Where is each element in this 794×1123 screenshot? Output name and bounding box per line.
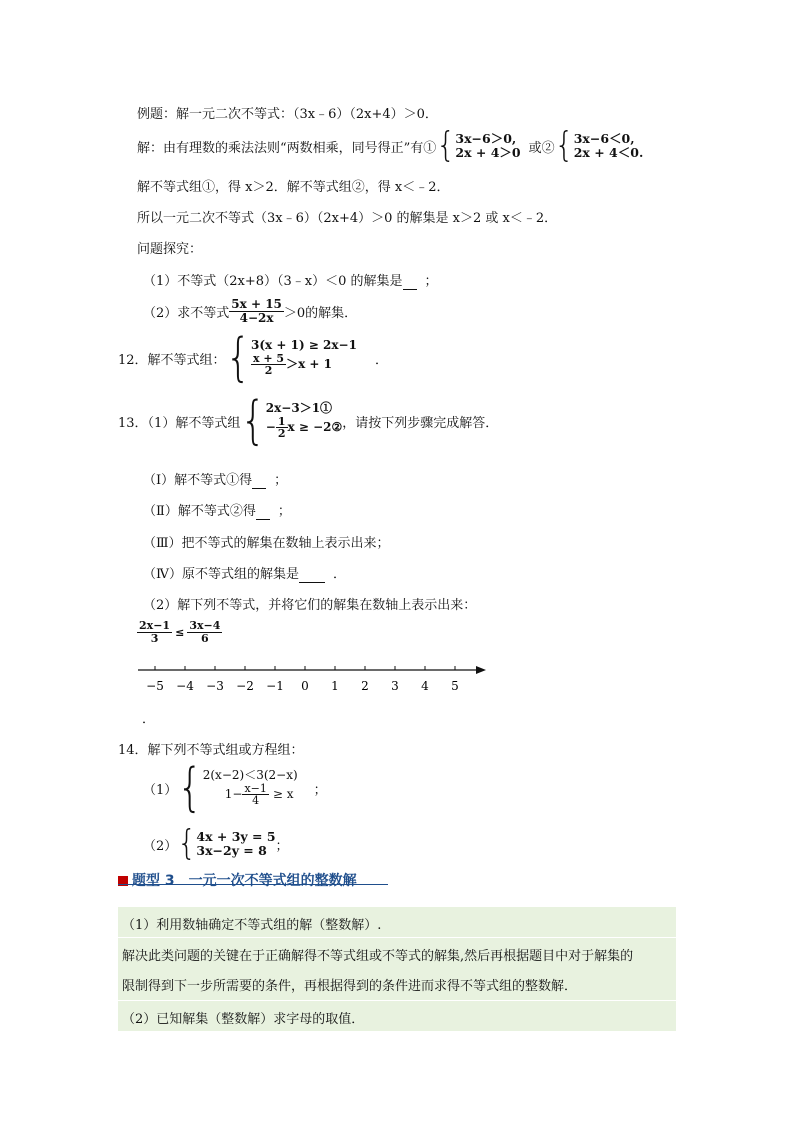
- denominator: 2: [277, 427, 286, 441]
- example-line-2: [137, 125, 644, 166]
- numerator: x + 5: [253, 351, 285, 365]
- example-line-1: 例题：解一元二次不等式：（3x﹣6）（2x+4）＞0．: [137, 107, 438, 122]
- answer-blank[interactable]: [299, 567, 325, 583]
- question-1-end: ；: [424, 274, 438, 289]
- step-2-end: ；: [277, 504, 291, 519]
- problem-14-part-2: [143, 823, 289, 864]
- axis-tick-label: −5: [146, 679, 164, 693]
- inequality-system-13: [240, 391, 343, 451]
- problem-12: [118, 328, 388, 388]
- system-line: 3x−2y = 8: [196, 843, 267, 858]
- step-3: （Ⅲ）把不等式的解集在数轴上表示出来；: [143, 536, 390, 551]
- system-line-rest: ＞x + 1: [286, 356, 333, 371]
- question-2-tail: ＞0的解集．: [283, 305, 358, 321]
- denominator: 2: [264, 364, 273, 378]
- brace-icon: {: [240, 391, 266, 451]
- system-line: 2x + 4＜0.: [573, 145, 644, 160]
- step-2: [143, 500, 291, 520]
- example-line-2-text: 解：由有理数的乘法法则“两数相乘，同号得正”有①: [137, 140, 437, 156]
- divider: [118, 937, 676, 938]
- le-sign: ≤: [175, 625, 185, 639]
- step-1: [143, 469, 287, 489]
- axis-tick-label: −1: [266, 679, 284, 693]
- part-end: ；: [275, 838, 289, 854]
- numerator: 1: [277, 414, 286, 428]
- axis-tick-label: 1: [331, 679, 339, 693]
- axis-tick-label: −3: [206, 679, 224, 693]
- answer-blank[interactable]: [256, 504, 270, 520]
- denominator: 6: [201, 631, 209, 645]
- denominator: 4: [252, 794, 260, 808]
- step-4-text: （Ⅳ）原不等式组的解集是: [143, 567, 299, 582]
- step-4-end: ．: [333, 567, 347, 582]
- tip-line-2: 解决此类问题的关键在于正确解得不等式组或不等式的解集,然后再根据题目中对于解集的: [122, 949, 634, 964]
- system-line: [225, 783, 298, 807]
- explore-heading: 问题探究：: [137, 242, 203, 257]
- fraction: [187, 620, 222, 644]
- inequality-system-14a: [177, 758, 298, 818]
- axis-tick-label: −2: [236, 679, 254, 693]
- denominator: 4−2x: [239, 310, 274, 325]
- step-2-text: （Ⅱ）解不等式②得: [143, 504, 256, 519]
- problem-13-suffix: ，请按下列步骤完成解答．: [342, 415, 499, 431]
- axis-tick-label: 2: [361, 679, 369, 693]
- step-1-text: （Ⅰ）解不等式①得: [143, 473, 253, 488]
- system-line: 3(x + 1) ≥ 2x−1: [251, 338, 357, 353]
- number-line: [130, 660, 500, 700]
- part-label: （1）: [143, 782, 178, 798]
- fraction: [229, 298, 284, 324]
- section-underline: [118, 884, 388, 885]
- fraction: [242, 783, 268, 807]
- axis-tick-label: 0: [301, 679, 309, 693]
- system-line: 2x−3＞1①: [265, 401, 333, 416]
- brace-icon: {: [554, 125, 574, 166]
- or-label: 或②: [528, 140, 555, 156]
- question-1: [143, 270, 438, 290]
- minus-sign: −: [265, 419, 276, 434]
- inequality-system-1: [436, 125, 521, 166]
- tip-box: [118, 907, 676, 1031]
- system-line: 4x + 3y = 5: [196, 828, 276, 844]
- section-title-text: 题型 3 一元一次不等式组的整数解: [132, 873, 357, 889]
- system-line: 3x−6＞0,: [455, 130, 517, 146]
- axis-tick-label: 3: [391, 679, 399, 693]
- question-2: [143, 298, 357, 324]
- part-end: ；: [313, 782, 327, 798]
- system-line: 2(x−2)＜3(2−x): [202, 768, 298, 783]
- answer-blank[interactable]: [252, 473, 266, 489]
- tip-line-4: （2）已知解集（整数解）求字母的取值．: [122, 1012, 365, 1027]
- inequality-system-12: [225, 328, 357, 388]
- system-line: [266, 416, 342, 440]
- section-title: [118, 870, 357, 890]
- problem-13: [118, 391, 499, 451]
- equation-system-14b: [177, 823, 276, 864]
- question-1-text: （1）不等式（2x+8）（3﹣x）＜0 的解集是: [143, 274, 403, 289]
- problem-13-prefix: 13．（1）解不等式组: [118, 415, 241, 431]
- brace-icon: {: [177, 823, 197, 864]
- axis-tick-label: 5: [451, 679, 459, 693]
- fraction: [251, 353, 286, 377]
- example-line-3: 解不等式组①，得 x＞2．解不等式组②，得 x＜﹣2．: [137, 180, 450, 195]
- part-2-instruction: （2）解下列不等式，并将它们的解集在数轴上表示出来：: [143, 598, 477, 613]
- system-line: 2x + 4＞0: [455, 145, 521, 160]
- denominator: 3: [150, 631, 159, 645]
- divider: [118, 1000, 676, 1001]
- numerator: 2x−1: [139, 619, 171, 632]
- problem-14-part-1: [143, 758, 327, 818]
- axis-tick-label: 4: [421, 679, 429, 693]
- brace-icon: {: [177, 758, 203, 818]
- system-line: 3x−6＜0,: [573, 130, 635, 146]
- problem-12-suffix: ．: [374, 352, 388, 368]
- numerator: 5x + 15: [231, 297, 282, 311]
- part-label: （2）: [143, 838, 178, 854]
- brace-icon: {: [436, 125, 456, 166]
- question-2-text: （2）求不等式: [143, 305, 230, 321]
- example-line-4: 所以一元二次不等式（3x﹣6）（2x+4）＞0 的解集是 x＞2 或 x＜﹣2．: [137, 211, 558, 226]
- numerator: x−1: [244, 781, 267, 795]
- step-1-end: ；: [274, 473, 288, 488]
- system-line-rest: x ≥ −2②: [287, 419, 343, 434]
- fraction: [137, 620, 172, 644]
- answer-blank[interactable]: [403, 274, 417, 290]
- step-4: [143, 563, 346, 583]
- trailing-period: ．: [142, 712, 156, 727]
- numerator: 3x−4: [189, 619, 221, 632]
- inequality-system-2: [554, 125, 644, 166]
- brace-icon: {: [225, 328, 251, 388]
- system-line-rest: ≥ x: [272, 786, 294, 801]
- inequality-expression: [137, 620, 222, 644]
- tip-line-3: 限制得到下一步所需要的条件，再根据得到的条件进而求得不等式组的整数解．: [122, 979, 578, 994]
- problem-12-prefix: 12．解不等式组：: [118, 352, 226, 368]
- tip-line-1: （1）利用数轴确定不等式组的解（整数解）.: [122, 918, 382, 933]
- fraction: [276, 416, 288, 440]
- system-line: [251, 353, 357, 377]
- axis-tick-label: −4: [176, 679, 194, 693]
- problem-14-heading: 14．解下列不等式组或方程组：: [118, 743, 304, 758]
- axis-arrow-icon: [476, 666, 486, 674]
- one-minus: 1−: [224, 786, 243, 801]
